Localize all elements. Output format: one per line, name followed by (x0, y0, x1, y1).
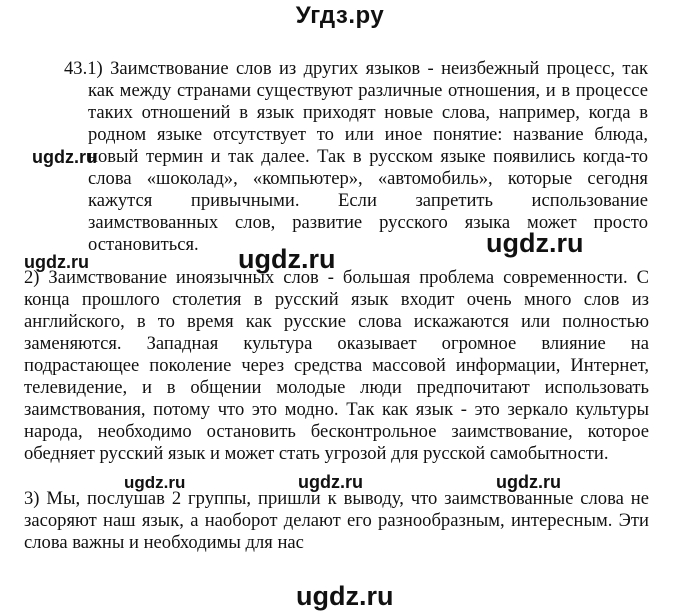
text-line: засоряют наш язык, а наоборот делают его разнообразным, интересным. Эти (24, 510, 649, 531)
text-line: 2) Заимствование иноязычных слов - большая проблема современности. С (24, 267, 649, 288)
watermark: ugdz.ru (298, 472, 363, 492)
watermark: ugdz.ru (238, 244, 336, 274)
watermark: ugdz.ru (296, 581, 394, 611)
text-line: 3) Мы, послушав 2 группы, пришли к выводу, что заимствованные слова не (24, 488, 649, 509)
text-line: как между странами существуют различные отношения, и в процессе (88, 80, 648, 101)
text-line: 43.1) Заимствование слов из других языков - неизбежный процесс, так (64, 58, 648, 79)
text-line: телевидение, и в общении молодые люди предпочитают использовать (24, 377, 649, 398)
text-line: кажутся привычными. Если запретить использование (88, 190, 648, 211)
watermark: ugdz.ru (496, 472, 561, 492)
text-line: обедняет русский язык и может стать угрозой для русской самобытности. (24, 443, 609, 464)
text-line: заимствования, потому что это модно. Так как язык - это зеркало культуры (24, 399, 649, 420)
text-line: заимствованных слов, развитие русского языка может просто (88, 212, 648, 233)
text-line: заменяются. Западная культура оказывает огромное влияние на (24, 333, 649, 354)
text-line: подрастающее поколение через средства массовой информации, Интернет, (24, 355, 649, 376)
text-line: родном языке отсутствует то или иное понятие: название блюда, (88, 124, 648, 145)
text-line: новый термин и так далее. Так в русском языке появились когда-то (88, 146, 648, 167)
watermark: ugdz.ru (32, 147, 97, 167)
watermark: ugdz.ru (124, 473, 186, 492)
site-title: Угдз.ру (295, 2, 385, 29)
text-line: слова важны и необходимы для нас (24, 532, 304, 553)
text-line: народа, необходимо остановить бесконтрольное заимствование, которое (24, 421, 649, 442)
watermark: ugdz.ru (486, 228, 584, 258)
text-line: конца прошлого столетия в русский язык входит очень много слов из (24, 289, 649, 310)
text-line: остановиться. (88, 234, 199, 255)
text-line: английского, в то время как русские слова искажаются или полностью (24, 311, 649, 332)
text-line: таких отношений в язык приходят новые слова, например, когда в (88, 102, 648, 123)
text-line: слова «шоколад», «компьютер», «автомобиль», которые сегодня (88, 168, 648, 189)
watermark: ugdz.ru (24, 252, 89, 272)
